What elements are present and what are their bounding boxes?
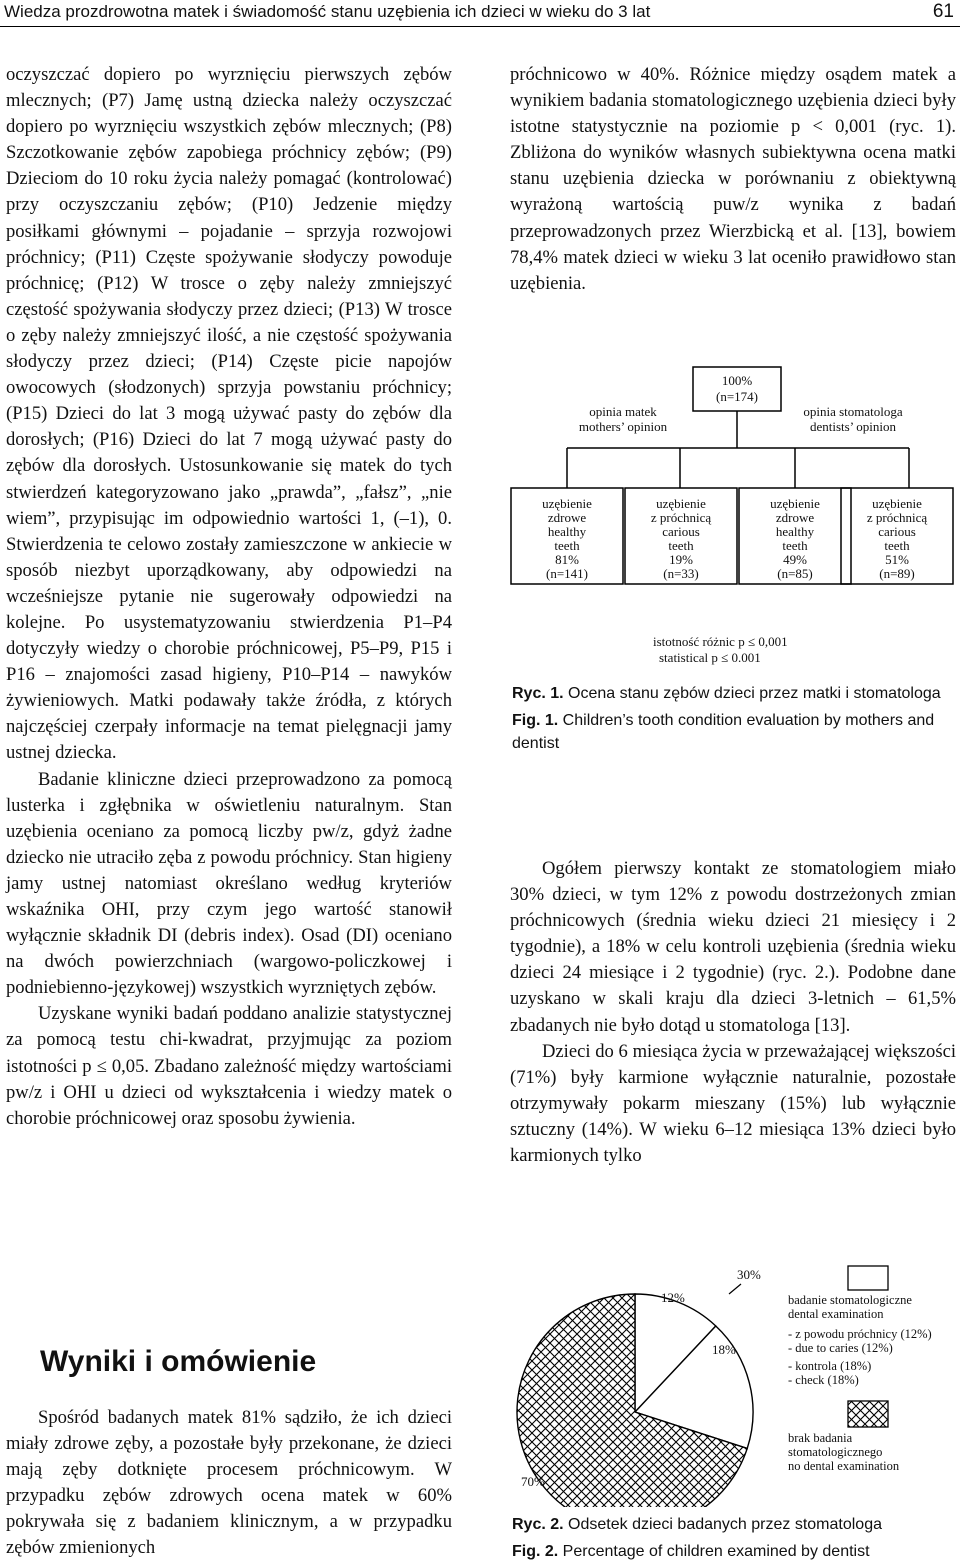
box4-l6: (n=89) (879, 566, 915, 581)
box3-l4: teeth (782, 538, 808, 553)
root-line-2: (n=174) (716, 389, 758, 404)
fig2-caption-en: Percentage of children examined by dentist (558, 1543, 870, 1560)
running-head (0, 0, 960, 27)
legend-examined-2: dental examination (788, 1307, 884, 1321)
figure-2-caption (512, 1513, 952, 1563)
box3-l2: zdrowe (775, 510, 815, 525)
legend-swatch-not-examined (848, 1401, 888, 1427)
figure-1-diagram (505, 360, 955, 670)
box1-l5: 81% (555, 552, 579, 567)
box4-l2: z próchnicą (866, 510, 928, 525)
legend-swatch-examined (848, 1266, 888, 1290)
right-column-top (510, 62, 956, 297)
figure-2-pie-chart (505, 1262, 955, 1507)
running-title: Wiedza prozdrowotna matek i świadomość stanu uzębienia ich dzieci w wieku do 3 lat (4, 2, 651, 21)
page-number: 61 (932, 1, 954, 22)
box1-l1: uzębienie (542, 496, 592, 511)
box2-l4: teeth (668, 538, 694, 553)
legend-not-examined-1: brak badania (788, 1431, 853, 1445)
box1-l2: zdrowe (547, 510, 587, 525)
box1-l3: healthy (547, 524, 587, 539)
box2-l3: carious (662, 524, 700, 539)
slice-label-12: 12% (661, 1290, 685, 1305)
box3-l3: healthy (775, 524, 815, 539)
box3-l5: 49% (783, 552, 807, 567)
box4-l5: 51% (885, 552, 909, 567)
legend-not-examined-3: no dental examination (788, 1459, 900, 1473)
significance-line-1: istotność różnic p ≤ 0,001 (653, 634, 788, 649)
legend-examined-1: badanie stomatologiczne (788, 1293, 912, 1307)
right-column-lower (510, 856, 956, 1169)
paragraph-results-1: Spośród badanych matek 81% sądziło, że ich dzieci miały zdrowe zęby, a pozostałe były przekonane, że dzieci mają zęby dotknięte procesem próchnicowym. W przypadku zębów zdrowych ocena matek w 60% pokrywała się z badaniem klinicznym, a w przypadku zębów zmienionych (6, 1407, 452, 1559)
fig2-label-pl: Ryc. 2. (512, 1516, 564, 1533)
box2-l2: z próchnicą (650, 510, 712, 525)
legend-sub-4: - check (18%) (788, 1373, 859, 1387)
fig1-caption-en: Children’s tooth condition evaluation by mothers and dentist (512, 712, 935, 752)
paragraph-methods-3: Uzyskane wyniki badań poddano analizie statystycznej za pomocą testu chi-kwadrat, przyjmując za poziom istotności p ≤ 0,05. Zbadano zależność między wartościami pw/z i OHI u dzieci od wykształcenia i wiedzy matek o chorobie próchnicowej oraz sposobu żywienia. (6, 1003, 452, 1129)
fig1-label-pl: Ryc. 1. (512, 685, 564, 702)
box2-l1: uzębienie (656, 496, 706, 511)
group-left-line-2: mothers’ opinion (578, 419, 668, 434)
legend-sub-1: - z powodu próchnicy (12%) (788, 1327, 932, 1341)
slice-label-70: 70% (521, 1474, 545, 1489)
box3-l6: (n=85) (777, 566, 813, 581)
results-text (6, 1405, 452, 1562)
significance-line-2: statistical p ≤ 0.001 (659, 650, 761, 665)
fig2-label-en: Fig. 2. (512, 1543, 559, 1560)
box1-l4: teeth (554, 538, 580, 553)
box2-l5: 19% (669, 552, 693, 567)
box4-l1: uzębienie (872, 496, 922, 511)
paragraph-methods-1: oczyszczać dopiero po wyrznięciu pierwszych zębów mlecznych; (P7) Jamę ustną dziecka należy oczyszczać dopiero po wyrznięciu wszystkich zębów mlecznych; (P8) Szczotkowanie zębów zapobiega próchnicy zębów; (P9) Dzieciom do 10 roku życia należy pomagać (kontrolować) przy oczyszczaniu zębów; (P10) Jedzenie między posiłkami głównymi – pojadanie – sprzyja rozwojowi próchnicy; (P11) Częste spożywanie słodyczy powoduje próchnicę; (P12) W trosce o zęby należy zmniejszyć częstość spożywania słodyczy przez dzieci; (P13) W trosce o zęby należy zmniejszyć ilość, a nie częstość spożywania słodyczy przez dzieci; (P14) Częste picie napojów owocowych (słodzonych) sprzyja powstaniu próchnicy; (P15) Dzieci do lat 3 mogą używać pasty do zębów dla dorosłych; (P16) Dzieci do lat 7 mogą używać pasty do zębów dla dorosłych. Ustosunkowanie się matek do tych stwierdzeń kategoryzowano jako „prawda”, „fałsz”, „nie wiem”, przypisując im odpowiednio wartości 1, (–1), 0. Stwierdzenia te celowo zostały zamieszczone w ankiecie w sposób niezbyt uporządkowany, aby odpowiedzi na wcześniejsze pytanie nie sugerowały odpowiedzi na kolejne. Po usystematyzowaniu stwierdzenia P1–P4 dotyczyły wiedzy o chorobie próchnicowej, P5–P9, P15 i P16 – znajomości zasad higieny, P10–P14 – nawyków żywieniowych. Matki podawały także źródła, z których najczęściej czerpały informacje na temat pielęgnacji jamy ustnej dziecka. (6, 64, 452, 764)
group-label-30: 30% (737, 1267, 761, 1282)
left-column (6, 62, 452, 1132)
box4-l4: teeth (884, 538, 910, 553)
fig1-caption-pl: Ocena stanu zębów dzieci przez matki i stomatologa (563, 685, 941, 702)
group-right-line-2: dentists’ opinion (809, 419, 897, 434)
paragraph-methods-2: Badanie kliniczne dzieci przeprowadzono za pomocą lusterka i zgłębnika w oświetleniu naturalnym. Stan uzębienia oceniano za pomocą liczby pw/z, gdyż żadne dziecko nie utraciło zęba z powodu próchnicy. Stan higieny jamy ustnej natomiast określano według kryteriów wskaźnika OHI, przy czym jego wartość stanowił wyłącznie składnik DI (debris index). Osad (DI) oceniano na dwóch powierzchniach (wargowo-policzkowej i podniebienno-językowej) wszystkich wyrzniętych zębów. (6, 768, 452, 999)
box4-l3: carious (878, 524, 916, 539)
box3-l1: uzębienie (770, 496, 820, 511)
section-heading: Wyniki i omówienie (40, 1345, 317, 1378)
figure-1-caption (512, 682, 952, 755)
group-right-line-1: opinia stomatologa (803, 404, 903, 419)
root-line-1: 100% (721, 373, 753, 388)
box1-l6: (n=141) (546, 566, 588, 581)
box2-l6: (n=33) (663, 566, 699, 581)
slice-label-18: 18% (712, 1342, 736, 1357)
paragraph-right-1: próchnicowo w 40%. Różnice między osądem matek a wynikiem badania stomatologicznego uzębienia dzieci były istotne statystycznie na poziomie p < 0,001 (ryc. 1). Zbliżona do wyników własnych subiektywna ocena matki stanu uzębienia dziecka w porównaniu z obiektywną wyrażoną wartością puw/z wynika z badań przeprowadzonych przez Wierzbicką et al. [13], bowiem 78,4% matek dzieci w wieku 3 lat oceniło prawidłowo stan uzębienia. (510, 64, 956, 294)
group-left-line-1: opinia matek (589, 404, 657, 419)
legend-sub-3: - kontrola (18%) (788, 1359, 872, 1373)
paragraph-right-2: Ogółem pierwszy kontakt ze stomatologiem miało 30% dzieci, w tym 12% z powodu dostrzeżonych zmian próchnicowych (średnia wieku dzieci 21 miesięcy i 2 tygodnie), a 18% w celu kontroli uzębienia (średnia wieku dzieci 24 miesiące i 2 tygodnie) (ryc. 2.). Podobne dane uzyskano w skali kraju dla dzieci 3-letnich – 61,5% zbadanych nie było dotąd u stomatologa [13]. (510, 858, 956, 1036)
fig1-label-en: Fig. 1. (512, 712, 559, 729)
legend-not-examined-2: stomatologicznego (788, 1445, 883, 1459)
paragraph-right-3: Dzieci do 6 miesiąca życia w przeważającej większości (71%) były karmione wyłącznie naturalnie, pozostałe otrzymywały pokarm mieszany (15%) lub wyłącznie sztuczny (14%). W wieku 6–12 miesiąca 13% dzieci było karmionych tylko (510, 1040, 956, 1167)
legend-sub-2: - due to caries (12%) (788, 1341, 893, 1355)
fig2-caption-pl: Odsetek dzieci badanych przez stomatologa (563, 1516, 882, 1533)
